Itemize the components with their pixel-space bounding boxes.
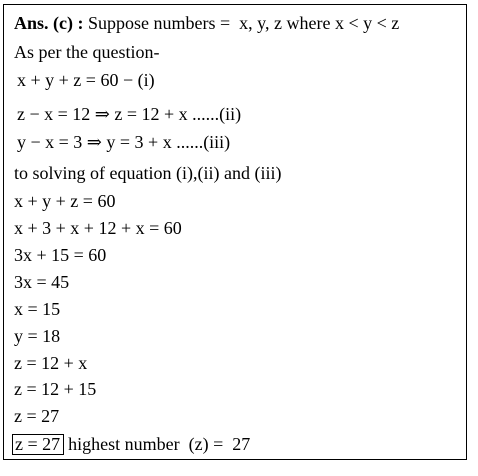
equation-1: x + y + z = 60 − (i): [17, 70, 155, 90]
step-line: x = 15: [14, 299, 61, 319]
step-line: z = 12 + x: [14, 353, 88, 373]
final-answer-line: [14, 433, 250, 455]
answer-label: Ans. (c) :: [14, 13, 84, 33]
final-answer-text: highest number (z) = 27: [68, 434, 251, 454]
solve-intro: to solving of equation (i),(ii) and (iii): [14, 163, 282, 183]
step-line: x + y + z = 60: [14, 191, 116, 211]
problem-statement: Suppose numbers = x, y, z where x < y < z: [83, 13, 400, 33]
step-line: z = 12 + 15: [14, 379, 97, 399]
equation-3: y − x = 3 ⇒ y = 3 + x ......(iii): [17, 132, 231, 152]
question-intro: As per the question-: [14, 42, 160, 62]
boxed-result: z = 27: [12, 434, 64, 455]
answer-header-line: [14, 12, 399, 34]
answer-box: [3, 4, 467, 460]
step-line: 3x + 15 = 60: [14, 245, 107, 265]
equation-2: z − x = 12 ⇒ z = 12 + x ......(ii): [17, 104, 242, 124]
step-line: x + 3 + x + 12 + x = 60: [14, 218, 182, 238]
step-line: z = 27: [14, 406, 60, 426]
step-line: y = 18: [14, 326, 61, 346]
step-line: 3x = 45: [14, 272, 70, 292]
